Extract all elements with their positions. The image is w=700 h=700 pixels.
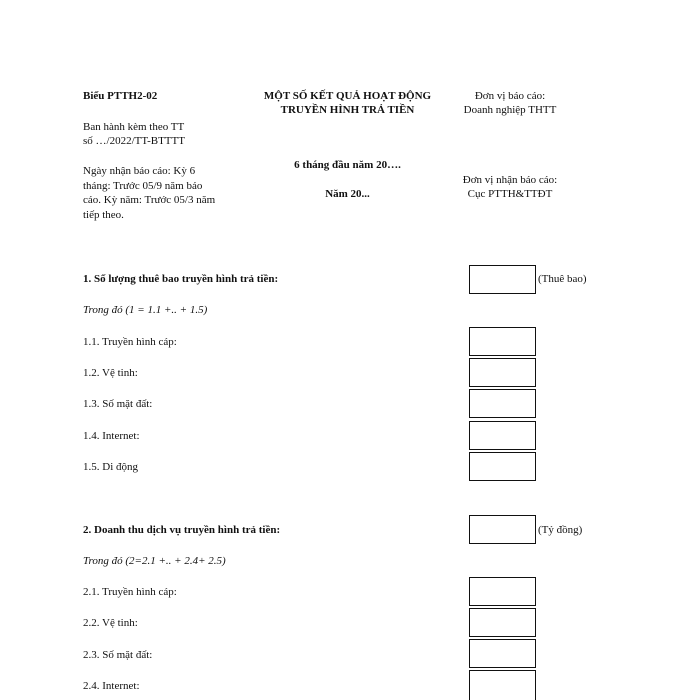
section-1-item-5-field[interactable]: [469, 452, 536, 481]
section-2-item-2-label: 2.2. Vệ tinh:: [83, 617, 138, 629]
receive-date-line-2: tháng: Trước 05/9 năm báo: [83, 179, 203, 192]
section-2-total-field[interactable]: [469, 515, 536, 544]
section-1-total-field[interactable]: [469, 265, 536, 294]
report-title-line-2: TRUYỀN HÌNH TRẢ TIỀN: [280, 104, 415, 116]
reporting-unit-label: Đơn vị báo cáo:: [474, 90, 546, 102]
section-1-item-2-label: 1.2. Vệ tinh:: [83, 367, 138, 379]
receiving-unit-value: Cục PTTH&TTĐT: [467, 188, 553, 200]
section-1-item-2-field[interactable]: [469, 358, 536, 387]
form-code: Biểu PTTH2-02: [83, 90, 158, 102]
section-1-item-5-label: 1.5. Di động: [83, 461, 138, 473]
section-2-item-3-field[interactable]: [469, 639, 536, 668]
section-2-item-3-label: 2.3. Số mặt đất:: [83, 649, 153, 661]
receive-date-line-4: tiếp theo.: [83, 208, 124, 221]
receive-date-line-3: cáo. Kỳ năm: Trước 05/3 năm: [83, 194, 216, 206]
section-1-item-1-label: 1.1. Truyền hình cáp:: [83, 336, 177, 348]
section-1-item-3-field[interactable]: [469, 389, 536, 418]
period-year: Năm 20...: [325, 188, 370, 200]
receive-date-block: [83, 164, 215, 222]
section-2-unit: (Tỷ đồng): [538, 524, 583, 536]
section-2-item-1-label: 2.1. Truyền hình cáp:: [83, 586, 177, 598]
issued-line-1: Ban hành kèm theo TT: [83, 121, 185, 133]
section-2-item-4-field[interactable]: [469, 670, 536, 700]
section-1-note: Trong đó (1 = 1.1 +.. + 1.5): [83, 304, 208, 316]
section-1-unit: (Thuê bao): [538, 273, 587, 285]
issued-line-2: số …/2022/TT-BTTTT: [83, 135, 185, 147]
section-2-item-4-label: 2.4. Internet:: [83, 680, 140, 692]
section-2-item-2-field[interactable]: [469, 608, 536, 637]
section-1-item-4-field[interactable]: [469, 421, 536, 450]
receiving-unit-label: Đơn vị nhận báo cáo:: [462, 174, 558, 186]
receive-date-line-1: Ngày nhận báo cáo: Kỳ 6: [83, 165, 196, 177]
section-1-item-4-label: 1.4. Internet:: [83, 430, 140, 442]
section-2-note: Trong đó (2=2.1 +.. + 2.4+ 2.5): [83, 555, 226, 567]
section-1-item-1-field[interactable]: [469, 327, 536, 356]
report-title-line-1: MỘT SỐ KẾT QUẢ HOẠT ĐỘNG: [263, 90, 432, 102]
section-1-item-3-label: 1.3. Số mặt đất:: [83, 398, 153, 410]
section-2-item-1-field[interactable]: [469, 577, 536, 606]
period-6-months: 6 tháng đầu năm 20….: [294, 159, 401, 171]
section-2-title: 2. Doanh thu dịch vụ truyền hình trả tiền:: [83, 524, 281, 536]
section-1-title: 1. Số lượng thuê bao truyền hình trả tiền:: [83, 273, 279, 285]
reporting-unit-value: Doanh nghiệp THTT: [463, 104, 557, 116]
